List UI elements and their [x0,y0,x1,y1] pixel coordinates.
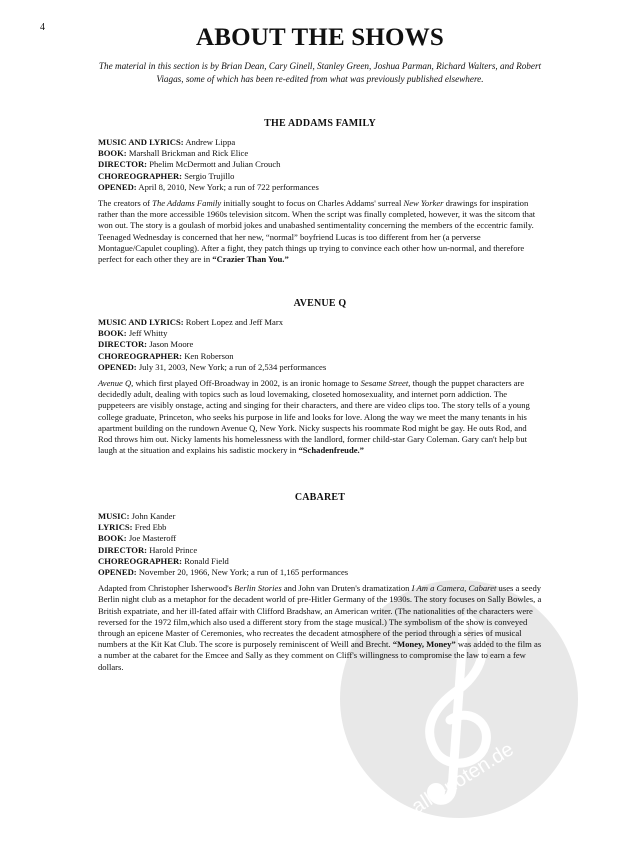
credits-list [98,511,542,578]
credits-list [98,317,542,373]
credit-line [98,533,542,544]
credit-label: MUSIC AND LYRICS: [98,317,184,327]
credit-value: Phelim McDermott and Julian Crouch [149,159,281,170]
credit-label: CHOREOGRAPHER: [98,350,183,361]
credit-line [98,351,542,362]
credit-label: BOOK: [98,148,127,159]
credit-line [98,545,542,556]
show-description: Avenue Q, which first played Off-Broadway in 2002, is an ironic homage to Sesame Street, though the puppet characters are decidedly adult, dealing with topics such as loud lovemaking, closeted homosexuality, and internet porn addiction. The puppeteers are visibly onstage, acting and singing for their characters, and there are video clips too. The story tells of a young college graduate, Princeton, who seeks his purpose in life and looks for love. Along the way we meet the many tenants in his apartment building on the rundown Avenue Q, New York. Nicky suspects his roommate Rod might be gay. He outs Rod, and Rod throws him out. Nicky laments his homelessness with the landlord, former child-star Gary Coleman. Gary can't help but laugh at the situation and explains his sadistic mockery in “Schadenfreude.” [98,378,530,456]
credits-list [98,137,542,193]
show-description: Adapted from Christopher Isherwood's Berlin Stories and John van Druten's dramatization I Am a Camera, Cabaret uses a seedy Berlin night club as a metaphor for the decadent world of pre-Hitler Germany of the 1930s. The story focuses on Sally Bowles, a British expatriate, and her ill-fated affair with Clifford Bradshaw, an American writer. (The nationalities of the characters were reversed for the 1972 film,which also used a different story from the stage musical.) The symbolism of the show is conveyed through an epicene Master of Ceremonies, who recreates the decadent atmosphere of the period through a series of musical numbers at the Kit Kat Club. The score is purposely reminiscent of Weill and Brecht. “Money, Money” was added to the film as a number at the cabaret for the Emcee and Sally as they comment on Cliff's willingness to compromise the law to earn a few dollars. [98,583,542,672]
credit-label: OPENED: [98,567,137,578]
credit-label: BOOK: [98,328,127,339]
credit-value: Jeff Whitty [128,328,168,339]
credit-line [98,328,542,339]
credit-label: CHOREOGRAPHER: [98,555,183,566]
credit-line [98,148,542,159]
credit-value: Ken Roberson [184,350,234,361]
credit-value: July 31, 2003, New York; a run of 2,534 performances [138,361,327,372]
intro-text: The material in this section is by Brian Dean, Cary Ginell, Stanley Green, Joshua Parman, Richard Walters, and Robert Viagas, some of which has been re-edited from what was previously published elsewhere. [98,61,542,84]
credit-value: Andrew Lippa [185,137,236,147]
credit-line [98,362,542,373]
credit-line [98,511,542,522]
show-section-avenue-q [98,298,542,456]
credit-line [98,182,542,193]
show-title: THE ADDAMS FAMILY [264,118,376,129]
credit-label: CHOREOGRAPHER: [98,170,183,181]
credit-value: Robert Lopez and Jeff Marx [185,317,284,327]
credit-label: MUSIC: [98,511,130,521]
watermark-text: alle-noten.de [407,738,518,818]
show-section-cabaret [98,492,542,673]
credit-value: Ronald Field [184,555,229,566]
credit-line [98,522,542,533]
show-title: CABARET [294,492,346,503]
credit-line [98,159,542,170]
credit-value: John Kander [131,511,176,521]
credit-label: DIRECTOR: [98,544,148,555]
credit-line [98,567,542,578]
credit-line [98,339,542,350]
credit-line [98,137,542,148]
credit-value: November 20, 1966, New York; a run of 1,165 performances [138,567,349,578]
credit-value: Marshall Brickman and Rick Elice [128,148,249,159]
credit-label: OPENED: [98,361,137,372]
show-title: AVENUE Q [293,298,347,309]
page-number: 4 [40,22,45,33]
credit-value: Jason Moore [149,339,194,350]
credit-label: MUSIC AND LYRICS: [98,137,184,147]
credit-label: OPENED: [98,181,137,192]
credit-label: DIRECTOR: [98,339,148,350]
credit-value: Fred Ebb [134,522,167,533]
show-section-addams-family [98,118,542,265]
credit-line [98,317,542,328]
credit-line [98,171,542,182]
credit-value: Joe Masteroff [128,533,177,544]
credit-label: LYRICS: [98,522,133,533]
page-title: ABOUT THE SHOWS [196,24,444,51]
credit-value: April 8, 2010, New York; a run of 722 performances [138,181,319,192]
credit-label: DIRECTOR: [98,159,148,170]
credit-line [98,556,542,567]
show-description: The creators of The Addams Family initially sought to focus on Charles Addams' surreal New Yorker drawings for inspiration rather than the more accessible 1960s television sitcom. When the script was finally completed, however, it was the sitcom that won out. The story is a goulash of morbid jokes and unabashed sentimentality concerning the members of the eccentric family. Teenaged Wednesday is concerned that her new, “normal” boyfriend Lucas is too different from her (a perverse Montague/Capulet coupling). After a fight, they patch things up trying to convince each other how un-normal, and therefore perfect for each other they are in “Crazier Than You.” [98,198,536,265]
credit-label: BOOK: [98,533,127,544]
credit-value: Harold Prince [149,544,198,555]
credit-value: Sergio Trujillo [184,170,235,181]
